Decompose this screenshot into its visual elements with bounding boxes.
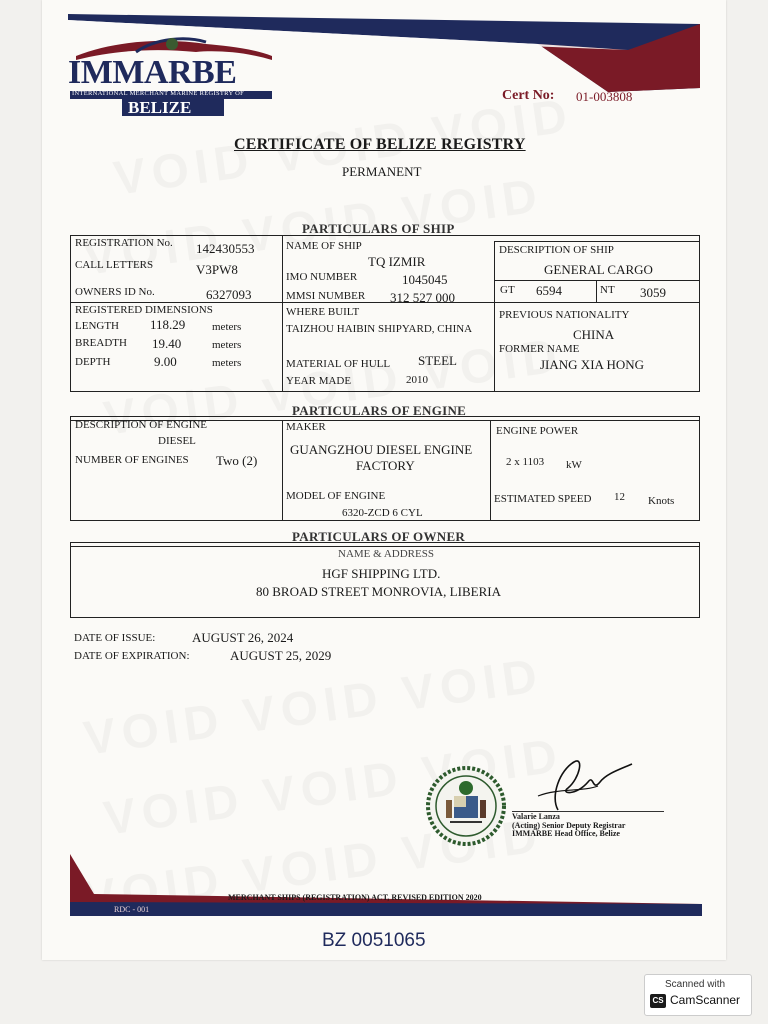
model-label: MODEL OF ENGINE xyxy=(286,490,386,502)
owner-top-rule xyxy=(70,546,700,547)
breadth-unit: meters xyxy=(212,339,242,351)
registration-no: 142430553 xyxy=(196,241,255,256)
ship-section-title: PARTICULARS OF SHIP xyxy=(302,221,455,236)
engine-description: DIESEL xyxy=(158,435,196,447)
gt-label: GT xyxy=(500,284,515,296)
maker-label: MAKER xyxy=(286,421,326,433)
mmsi-number: 312 527 000 xyxy=(390,290,455,305)
breadth-label: BREADTH xyxy=(75,337,127,349)
signatory-name: Valarie Lanza xyxy=(512,812,560,821)
logo-text: IMMARBE xyxy=(68,54,237,91)
signatory-title: (Acting) Senior Deputy Registrar xyxy=(512,821,626,830)
serial-number: BZ 0051065 xyxy=(322,930,426,951)
ship-gt-divider xyxy=(494,280,700,281)
issue-date: AUGUST 26, 2024 xyxy=(192,630,294,645)
signature-icon xyxy=(528,752,638,814)
dimensions-label: REGISTERED DIMENSIONS xyxy=(75,304,213,316)
depth-unit: meters xyxy=(212,357,242,369)
signatory-office: IMMARBE Head Office, Belize xyxy=(512,829,620,838)
logo-country: BELIZE xyxy=(128,98,192,117)
length-label: LENGTH xyxy=(75,320,119,332)
ship-col-divider xyxy=(282,235,283,392)
camscanner-app-name: CamScanner xyxy=(670,993,741,1007)
breadth-value: 19.40 xyxy=(152,336,182,351)
ship-name-label: NAME OF SHIP xyxy=(286,240,362,252)
length-unit: meters xyxy=(212,321,242,333)
speed-unit: Knots xyxy=(648,495,675,507)
year-value: 2010 xyxy=(406,374,428,386)
power-unit: kW xyxy=(566,459,582,471)
ship-description: GENERAL CARGO xyxy=(544,262,653,277)
maker-line2: FACTORY xyxy=(356,458,415,473)
material-value: STEEL xyxy=(418,353,457,368)
registration-no-label: REGISTRATION No. xyxy=(75,237,173,249)
former-name-label: FORMER NAME xyxy=(499,343,580,355)
owners-id: 6327093 xyxy=(206,287,252,302)
form-code: RDC - 001 xyxy=(114,905,150,914)
owner-address: 80 BROAD STREET MONROVIA, LIBERIA xyxy=(256,584,501,599)
issue-date-label: DATE OF ISSUE: xyxy=(74,632,156,644)
owners-id-label: OWNERS ID No. xyxy=(75,286,155,298)
power-value: 2 x 1103 xyxy=(506,456,545,468)
ship-row-divider xyxy=(70,302,700,303)
engine-col-divider xyxy=(282,420,283,521)
where-built-label: WHERE BUILT xyxy=(286,306,360,318)
camscanner-logo-icon: CS xyxy=(650,994,666,1008)
footer-banner xyxy=(70,854,702,918)
ship-name: TQ IZMIR xyxy=(368,254,426,269)
ship-description-box xyxy=(494,241,700,242)
nt-label: NT xyxy=(600,284,615,296)
expiration-date-label: DATE OF EXPIRATION: xyxy=(74,650,190,662)
power-label: ENGINE POWER xyxy=(496,425,579,437)
call-letters-label: CALL LETTERS xyxy=(75,259,154,271)
nt-value: 3059 xyxy=(640,285,666,300)
engine-col-divider xyxy=(490,420,491,521)
maker-line1: GUANGZHOU DIESEL ENGINE xyxy=(290,442,473,457)
call-letters: V3PW8 xyxy=(196,262,238,277)
ship-description-label: DESCRIPTION OF SHIP xyxy=(499,244,614,256)
prev-nationality-label: PREVIOUS NATIONALITY xyxy=(499,309,630,321)
certificate-page xyxy=(42,0,726,960)
belize-seal-icon xyxy=(426,766,506,846)
scanned-with-label: Scanned with xyxy=(665,979,726,990)
imo-label: IMO NUMBER xyxy=(286,271,358,283)
speed-label: ESTIMATED SPEED xyxy=(494,493,592,505)
logo-subtitle: INTERNATIONAL MERCHANT MARINE REGISTRY OF xyxy=(72,90,245,97)
depth-label: DEPTH xyxy=(75,356,111,368)
camscanner-badge xyxy=(644,974,752,1016)
engine-number-label: NUMBER OF ENGINES xyxy=(75,454,189,466)
immarbe-logo xyxy=(68,34,274,118)
material-label: MATERIAL OF HULL xyxy=(286,358,391,370)
speed-value: 12 xyxy=(614,491,625,503)
act-text: MERCHANT SHIPS (REGISTRATION) ACT, REVISED EDITION 2020 xyxy=(228,893,482,902)
year-label: YEAR MADE xyxy=(286,375,352,387)
owner-section-title: PARTICULARS OF OWNER xyxy=(292,529,466,544)
ship-gt-nt-divider xyxy=(596,280,597,302)
expiration-date: AUGUST 25, 2029 xyxy=(230,648,332,663)
mmsi-label: MMSI NUMBER xyxy=(286,290,366,302)
certificate-subtitle: PERMANENT xyxy=(342,164,422,179)
ship-col-divider xyxy=(494,241,495,392)
cert-no-label: Cert No: xyxy=(502,88,555,103)
engine-number: Two (2) xyxy=(216,453,258,468)
model-value: 6320-ZCD 6 CYL xyxy=(342,507,423,519)
depth-value: 9.00 xyxy=(154,354,177,369)
engine-section-title: PARTICULARS OF ENGINE xyxy=(292,403,467,418)
cert-no-value: 01-003808 xyxy=(576,89,633,104)
gt-value: 6594 xyxy=(536,283,562,298)
engine-description-label: DESCRIPTION OF ENGINE xyxy=(75,419,207,431)
prev-nationality: CHINA xyxy=(573,327,615,342)
length-value: 118.29 xyxy=(150,317,186,332)
owner-name-address-label: NAME & ADDRESS xyxy=(338,548,434,560)
former-name: JIANG XIA HONG xyxy=(540,357,644,372)
owner-name: HGF SHIPPING LTD. xyxy=(322,566,441,581)
certificate-title: CERTIFICATE OF BELIZE REGISTRY xyxy=(234,136,526,153)
imo-number: 1045045 xyxy=(402,272,448,287)
where-built: TAIZHOU HAIBIN SHIPYARD, CHINA xyxy=(286,323,473,335)
